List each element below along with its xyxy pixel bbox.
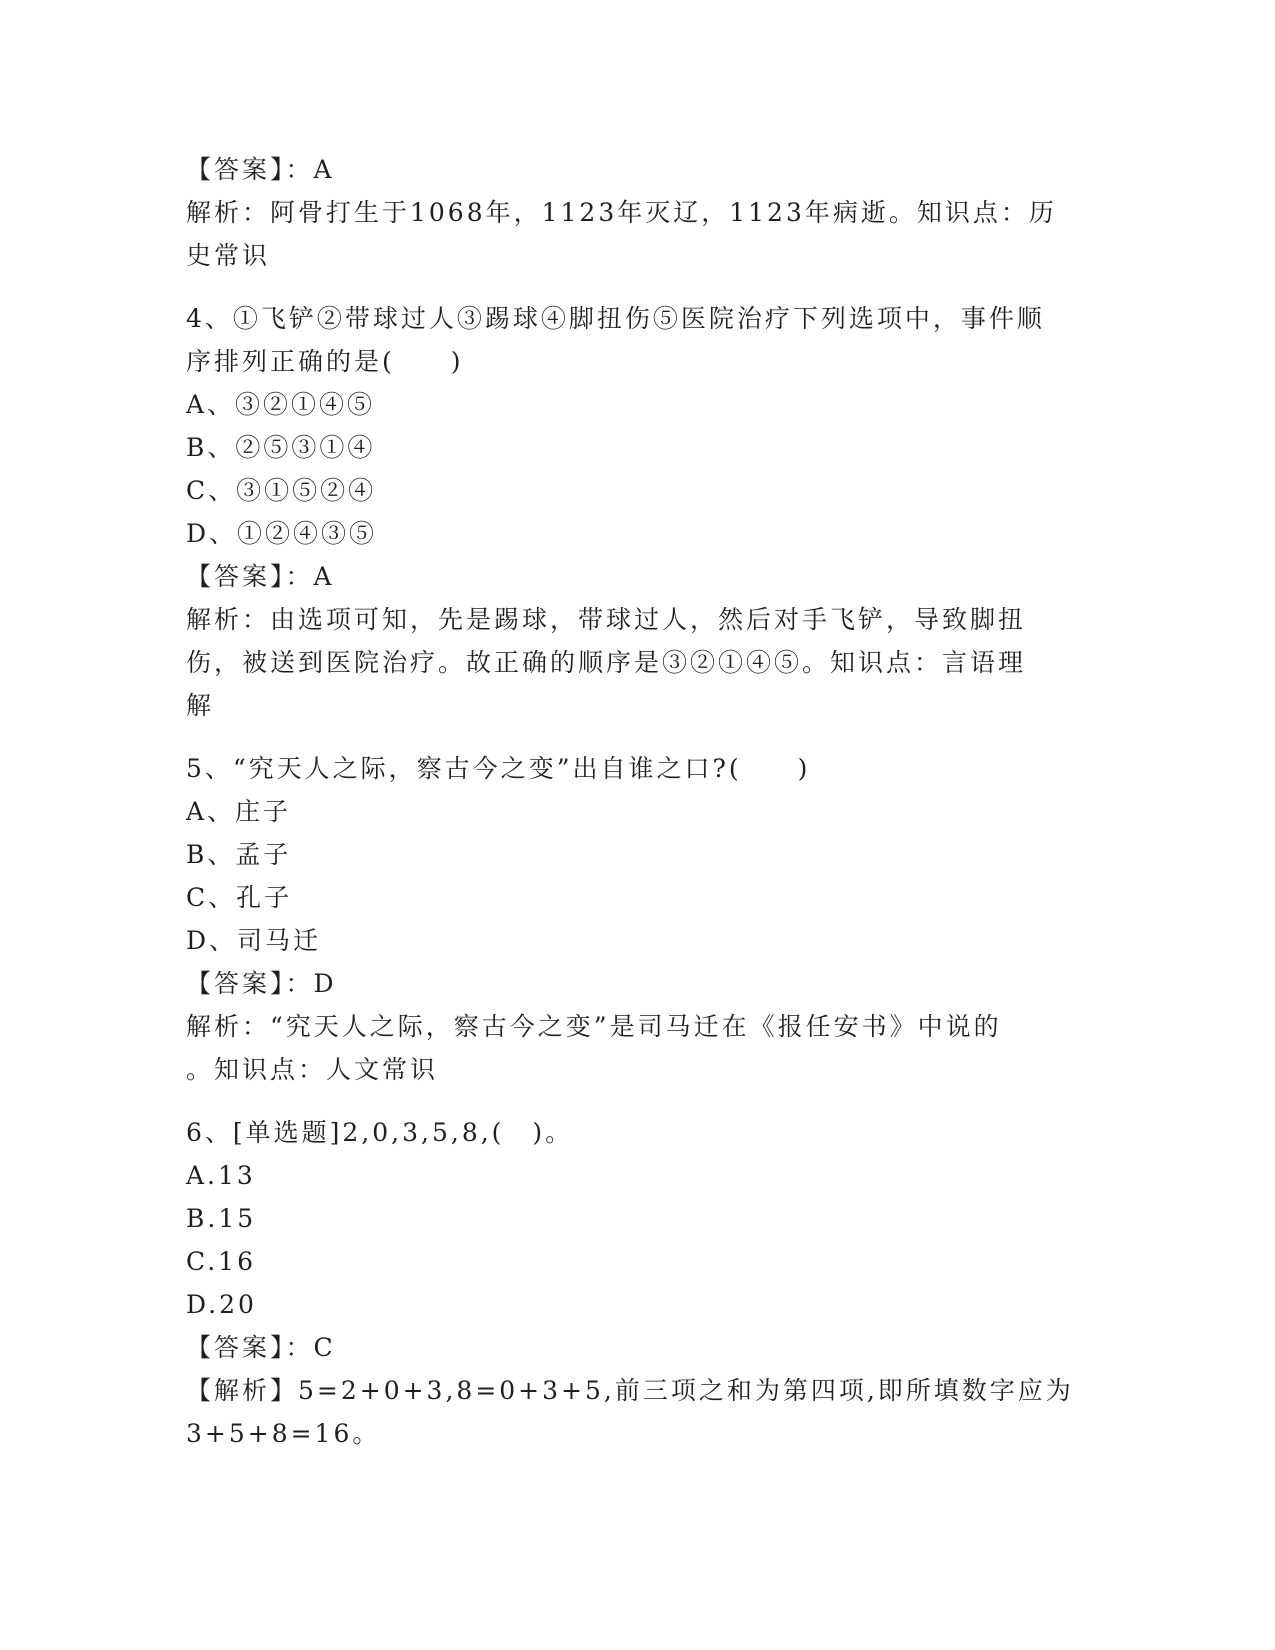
analysis-line: 。知识点：人文常识 xyxy=(186,1055,439,1084)
document-page xyxy=(186,148,1086,1455)
question-stem: 序排列正确的是( ) xyxy=(186,347,464,376)
option-c: C.16 xyxy=(186,1247,256,1276)
analysis-line: 解析：阿骨打生于1068年，1123年灭辽，1123年病逝。知识点：历 xyxy=(186,198,1057,227)
answer-line: 【答案】：A xyxy=(186,562,335,591)
option-a: A.13 xyxy=(186,1161,256,1190)
analysis-line: 伤，被送到医院治疗。故正确的顺序是③②①④⑤。知识点：言语理 xyxy=(186,648,1027,677)
analysis-line: 解 xyxy=(186,691,215,720)
option-d: D.20 xyxy=(186,1290,257,1319)
question-4 xyxy=(186,297,1086,727)
answer-line: 【答案】：D xyxy=(186,969,337,998)
option-b: B、孟子 xyxy=(186,840,292,869)
question-stem: 4、①飞铲②带球过人③踢球④脚扭伤⑤医院治疗下列选项中，事件顺 xyxy=(186,304,1045,333)
option-c: C、孔子 xyxy=(186,883,293,912)
option-a: A、庄子 xyxy=(186,797,292,826)
analysis-line: 史常识 xyxy=(186,241,271,270)
question-3-answer-block xyxy=(186,148,1086,277)
option-b: B、②⑤③①④ xyxy=(186,433,376,462)
analysis-line: 3+5+8=16。 xyxy=(186,1419,381,1448)
option-d: D、司马迁 xyxy=(186,926,322,955)
analysis-line: 解析：由选项可知，先是踢球，带球过人，然后对手飞铲，导致脚扭 xyxy=(186,605,1027,634)
question-5 xyxy=(186,747,1086,1091)
answer-line: 【答案】：A xyxy=(186,155,335,184)
option-d: D、①②④③⑤ xyxy=(186,519,378,548)
option-c: C、③①⑤②④ xyxy=(186,476,377,505)
analysis-line: 【解析】5=2+0+3,8=0+3+5,前三项之和为第四项,即所填数字应为 xyxy=(186,1376,1074,1405)
question-6 xyxy=(186,1111,1086,1455)
option-a: A、③②①④⑤ xyxy=(186,390,376,419)
option-b: B.15 xyxy=(186,1204,257,1233)
analysis-line: 解析：“究天人之际，察古今之变”是司马迁在《报任安书》中说的 xyxy=(186,1012,1002,1041)
question-stem: 6、[单选题]2,0,3,5,8,( )。 xyxy=(186,1118,574,1147)
answer-line: 【答案】：C xyxy=(186,1333,336,1362)
question-stem: 5、“究天人之际，察古今之变”出自谁之口?( ) xyxy=(186,754,811,783)
